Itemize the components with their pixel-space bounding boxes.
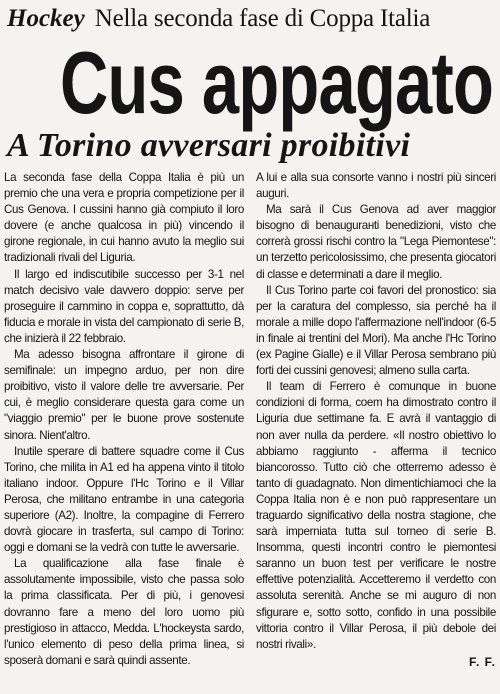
paragraph: Il team di Ferrero è comunque in buone condizioni di forma, coem ha dimostrato contro il Liguria due settimane fa. E avrà il vantaggio di non aver nulla da perdere. «Il nostro obiettivo lo abbiamo raggiunto - afferma il tecnico biancorosso. Tutto ciò che otterremo adesso è tanto di guadagnato. Non dimentichiamoci che la Coppa Italia non è e non può rappresentare un traguardo significativo della nostra stagione, che sarà imperniata tutta sul torneo di serie B. Insomma, questi incontri contro le piemontesi saranno un buon test per verificare le nostre effettive potenzialità. Accetteremo il verdetto con assoluta serenità. Anche se mi auguro di non sfigurare e, sotto sotto, confido in una possibile vittoria contro il Villar Perosa, il più debole dei nostri rivali».	[256, 380, 496, 651]
column-left	[4, 170, 244, 690]
column-right	[256, 170, 496, 690]
headline: Cus appagato	[60, 33, 494, 132]
paragraph: La qualificazione alla fase finale è assolutamente impossibile, visto che passa solo la prima classificata. Per di più, i genovesi dovranno fare a meno del loro uomo più prestigioso in attacco, Medda. L'hockeysta sardo, l'unico elemento di peso della prima linea, si sposerà domani e sarà quindi assente.	[4, 557, 244, 667]
section-label: Hockey	[7, 5, 85, 32]
paragraph: Il Cus Torino parte coi favori del pronostico: sia per la caratura del complesso, sia perché ha il morale a mille dopo l'affermazione nell'indoor (6-5 in finale ai trentini del Mori). Ma anche l'Hc Torino (ex Pagine Gialle) e il Villar Perosa sembrano più forti dei cussini genovesi; almeno sulla carta.	[256, 283, 496, 378]
deck-subtitle: A Torino avversari proibitivi	[7, 127, 411, 164]
paragraph: La seconda fase della Coppa Italia è più un premio che una vera e propria competizione per il Cus Genova. I cussini hanno già compiuto il loro dovere (e anche qualcosa in più) vincendo il girone regionale, in cui hanno avuto la meglio sui tradizionali rivali del Liguria.	[4, 171, 244, 265]
subheadline: Nella seconda fase di Coppa Italia	[94, 5, 431, 32]
paragraph: A lui e alla sua consorte vanno i nostri più sinceri auguri.	[256, 171, 496, 201]
article-body	[4, 170, 496, 690]
paragraph: Ma adesso bisogna affrontare il girone di semifinale: un impegno arduo, per non dire proibitivo, visto il valore delle tre avversarie. Per cui, è meglio considerare questa gara come un "viaggio premio" per le buone prove sostenute sinora. Nient'altro.	[4, 348, 244, 442]
paragraph: Il largo ed indiscutibile successo per 3-1 nel match decisivo vale davvero doppio: serve per proseguire il cammino in coppa e, soprattutto, dà fiducia e morale in vista del campionato di serie B, che inizierà il 22 febbraio.	[4, 267, 244, 345]
paragraph: Ma sarà il Cus Genova ad aver maggior bisogno di benaugurанti benedizioni, visto che correrà grossi rischi contro la "Lega Piemontese": un terzetto pericolosissimo, che presenta giocatori di classe e determinati a dare il meglio.	[256, 203, 496, 281]
author-signature: F. F.	[468, 654, 496, 669]
kicker-line	[7, 4, 495, 34]
paragraph: Inutile sperare di battere squadre come il Cus Torino, che milita in A1 ed ha appena vinto il titolo italiano indoor. Oppure l'Hc Torino e il Villar Perosa, che militano entrambe in una categoria superiore (A2). Inoltre, la compagine di Ferrero dovrà giocare in trasferta, sul campo di Torino: oggi e domani se la vedrà con tutte le avversarie.	[4, 444, 244, 555]
